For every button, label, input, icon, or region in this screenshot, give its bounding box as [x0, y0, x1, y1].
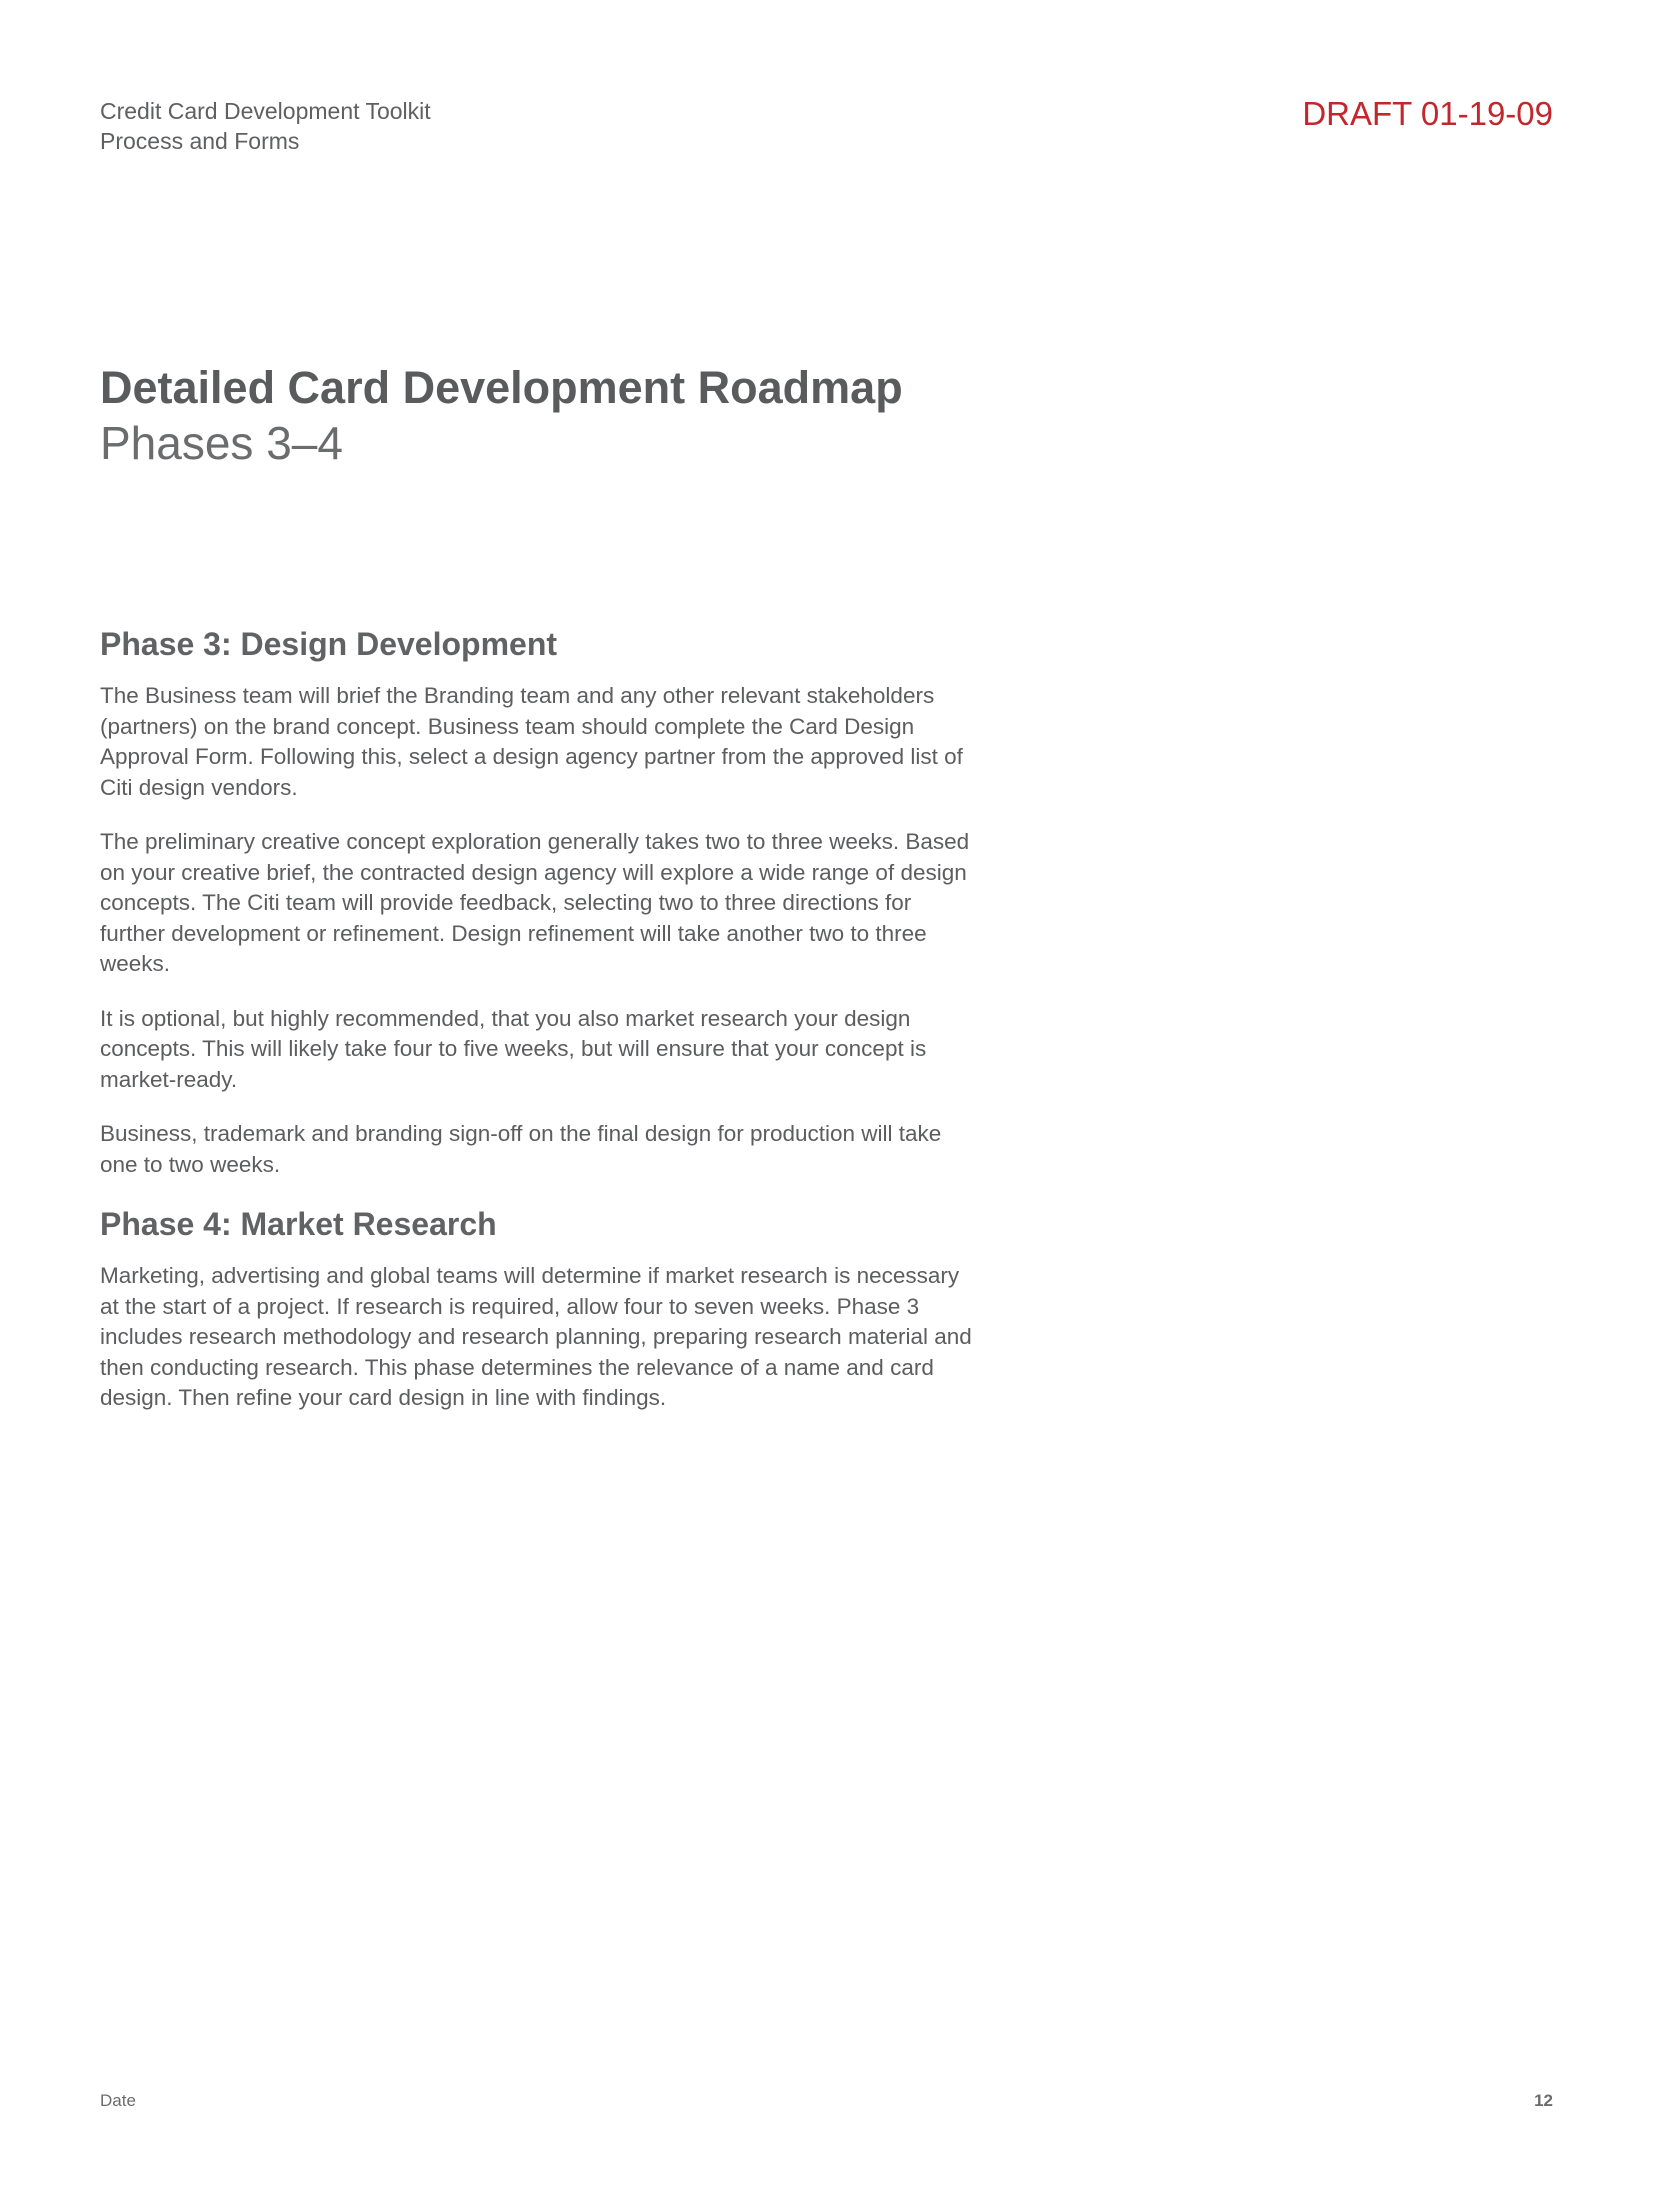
paragraph: The Business team will brief the Branding team and any other relevant stakeholders (partners) on the brand concept. Business team should complete the Card Design Approval Form. Following this, select a design agency partner from the approved list of Citi design vendors. — [100, 683, 963, 800]
footer-date-label: Date — [100, 2091, 136, 2110]
toolkit-subtitle: Process and Forms — [100, 128, 300, 154]
paragraph: It is optional, but highly recommended, that you also market research your design concepts. This will likely take four to five weeks, but will ensure that your concept is market-ready. — [100, 1005, 927, 1092]
paragraph: Marketing, advertising and global teams will determine if market research is necessary at the start of a project. If research is required, allow four to seven weeks. Phase 3 includes research methodology and research planning, preparing research material and then conducting research. This phase determines the relevance of a name and card design. Then refine your card design in line with findings. — [100, 1263, 972, 1410]
draft-label: DRAFT 01-19-09 — [1302, 95, 1553, 132]
main-content — [100, 624, 980, 1438]
toolkit-header — [100, 96, 431, 156]
paragraph: The preliminary creative concept exploration generally takes two to three weeks. Based on your creative brief, the contracted design agency will explore a wide range of design concepts. The Citi team will provide feedback, selecting two to three directions for further development or refinement. Design refinement will take another two to three weeks. — [100, 829, 970, 976]
paragraph: Business, trademark and branding sign-off on the final design for production will take one to two weeks. — [100, 1121, 942, 1177]
title-block — [100, 360, 903, 470]
section-heading: Phase 4: Market Research — [100, 1206, 497, 1242]
page-number: 12 — [1534, 2091, 1553, 2110]
toolkit-title: Credit Card Development Toolkit — [100, 98, 431, 124]
page-title: Detailed Card Development Roadmap — [100, 362, 903, 413]
section-heading: Phase 3: Design Development — [100, 626, 558, 662]
phase-4-section — [100, 1204, 980, 1414]
phase-3-section — [100, 624, 980, 1180]
page-subtitle: Phases 3–4 — [100, 417, 343, 469]
